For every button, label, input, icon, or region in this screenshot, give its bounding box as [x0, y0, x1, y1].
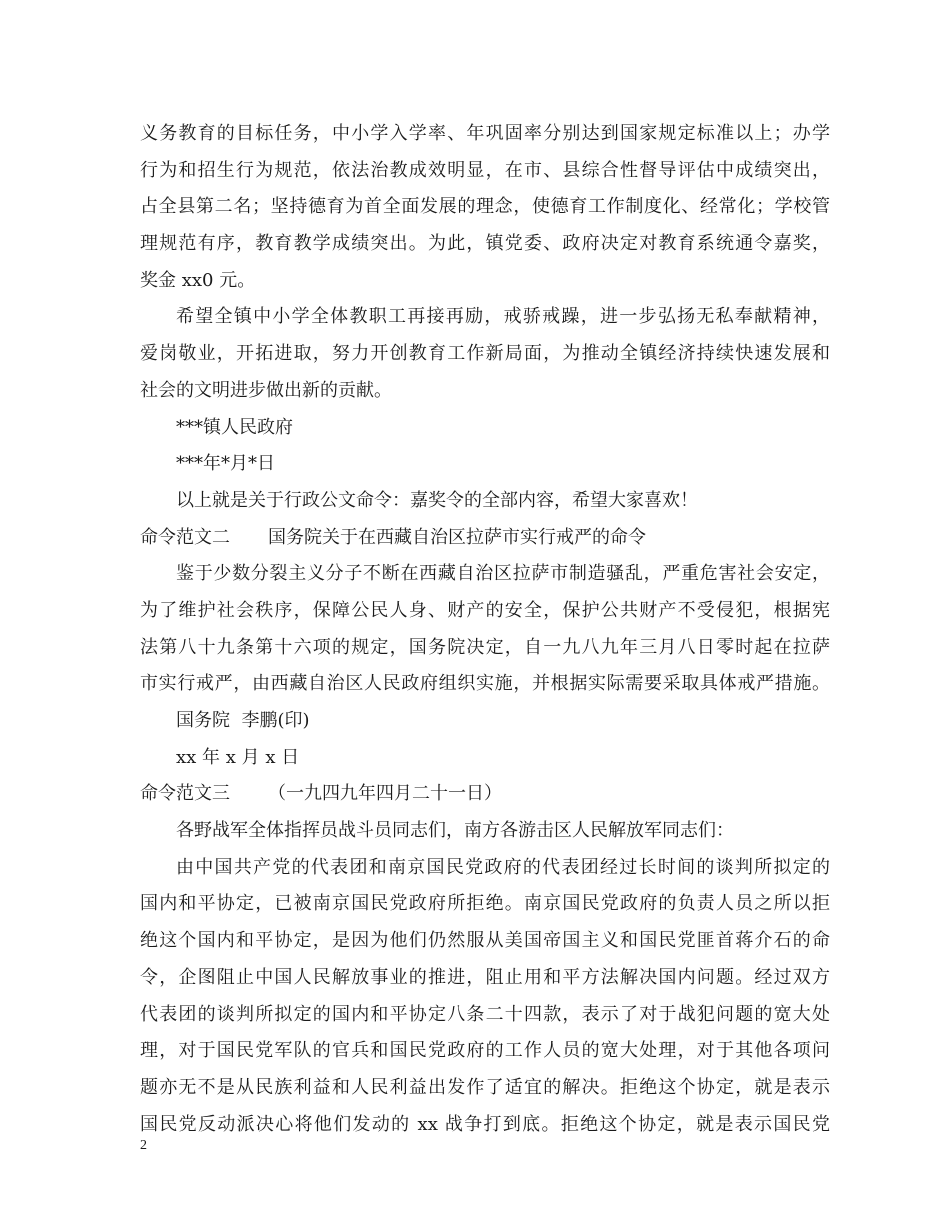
text-line: 绝这个国内和平协定，是因为他们仍然服从美国帝国主义和国民党匪首蒋介石的命	[140, 930, 830, 952]
text-line: 题亦无不是从民族利益和人民利益出发作了适宜的解决。拒绝这个协定，就是表示	[140, 1076, 830, 1098]
section-title: 国务院关于在西藏自治区拉萨市实行戒严的命令	[268, 526, 646, 548]
section-heading	[140, 520, 830, 557]
section-date: （一九四九年四月二十一日）	[268, 783, 502, 805]
text-line: 法第八十九条第十六项的规定，国务院决定，自一九八九年三月八日零时起在拉萨	[140, 636, 830, 658]
paragraph-first-line: 鉴于少数分裂主义分子不断在西藏自治区拉萨市制造骚乱，严重危害社会安定，	[176, 563, 830, 585]
signature-org: 国务院 李鹏(印)	[176, 710, 310, 731]
section-label: 命令范文二	[140, 526, 230, 548]
paragraph-first-line: 由中国共产党的代表团和南京国民党政府的代表团经过长时间的谈判所拟定的	[176, 856, 830, 878]
text-line: 国民党反动派决心将他们发动的 xx 战争打到底。拒绝这个协定，就是表示国民党	[140, 1113, 830, 1135]
text-line: 爱岗敬业，开拓进取，努力开创教育工作新局面，为推动全镇经济持续快速发展和	[140, 343, 830, 365]
document-body	[140, 116, 830, 1143]
text-line: 代表团的谈判所拟定的国内和平协定八条二十四款，表示了对于战犯问题的宽大处	[140, 1003, 830, 1025]
signature-date: xx 年 x 月 x 日	[176, 746, 300, 768]
section-label: 命令范文三	[140, 783, 230, 805]
section-heading	[140, 776, 830, 813]
closing-remark: 以上就是关于行政公文命令：嘉奖令的全部内容，希望大家喜欢！	[176, 489, 698, 511]
text-line: 行为和招生行为规范，依法治教成效明显，在市、县综合性督导评估中成绩突出，	[140, 159, 830, 181]
page-number: 2	[140, 1138, 147, 1153]
text-line: 理规范有序，教育教学成绩突出。为此，镇党委、政府决定对教育系统通令嘉奖，	[140, 233, 830, 255]
salutation: 各野战军全体指挥员战斗员同志们，南方各游击区人民解放军同志们：	[176, 820, 734, 842]
text-line: 国内和平协定，已被南京国民党政府所拒绝。南京国民党政府的负责人员之所以拒	[140, 893, 830, 915]
text-line: 市实行戒严，由西藏自治区人民政府组织实施，并根据实际需要采取具体戒严措施。	[140, 673, 830, 695]
paragraph-first-line: 希望全镇中小学全体教职工再接再励，戒骄戒躁，进一步弘扬无私奉献精神，	[176, 306, 830, 328]
text-line: 令，企图阻止中国人民解放事业的推进，阻止用和平方法解决国内问题。经过双方	[140, 966, 830, 988]
signature-org: ***镇人民政府	[176, 416, 293, 438]
text-line: 为了维护社会秩序，保障公民人身、财产的安全，保护公共财产不受侵犯，根据宪	[140, 599, 830, 621]
text-line: 义务教育的目标任务，中小学入学率、年巩固率分别达到国家规定标准以上；办学	[140, 123, 830, 144]
signature-date: ***年*月*日	[176, 453, 275, 475]
text-line: 占全县第二名；坚持德育为首全面发展的理念，使德育工作制度化、经常化；学校管	[140, 196, 830, 218]
text-line: 理，对于国民党军队的官兵和国民党政府的工作人员的宽大处理，对于其他各项问	[140, 1040, 830, 1062]
text-line: 奖金 xx0 元。	[140, 269, 256, 291]
text-line: 社会的文明进步做出新的贡献。	[140, 379, 392, 401]
